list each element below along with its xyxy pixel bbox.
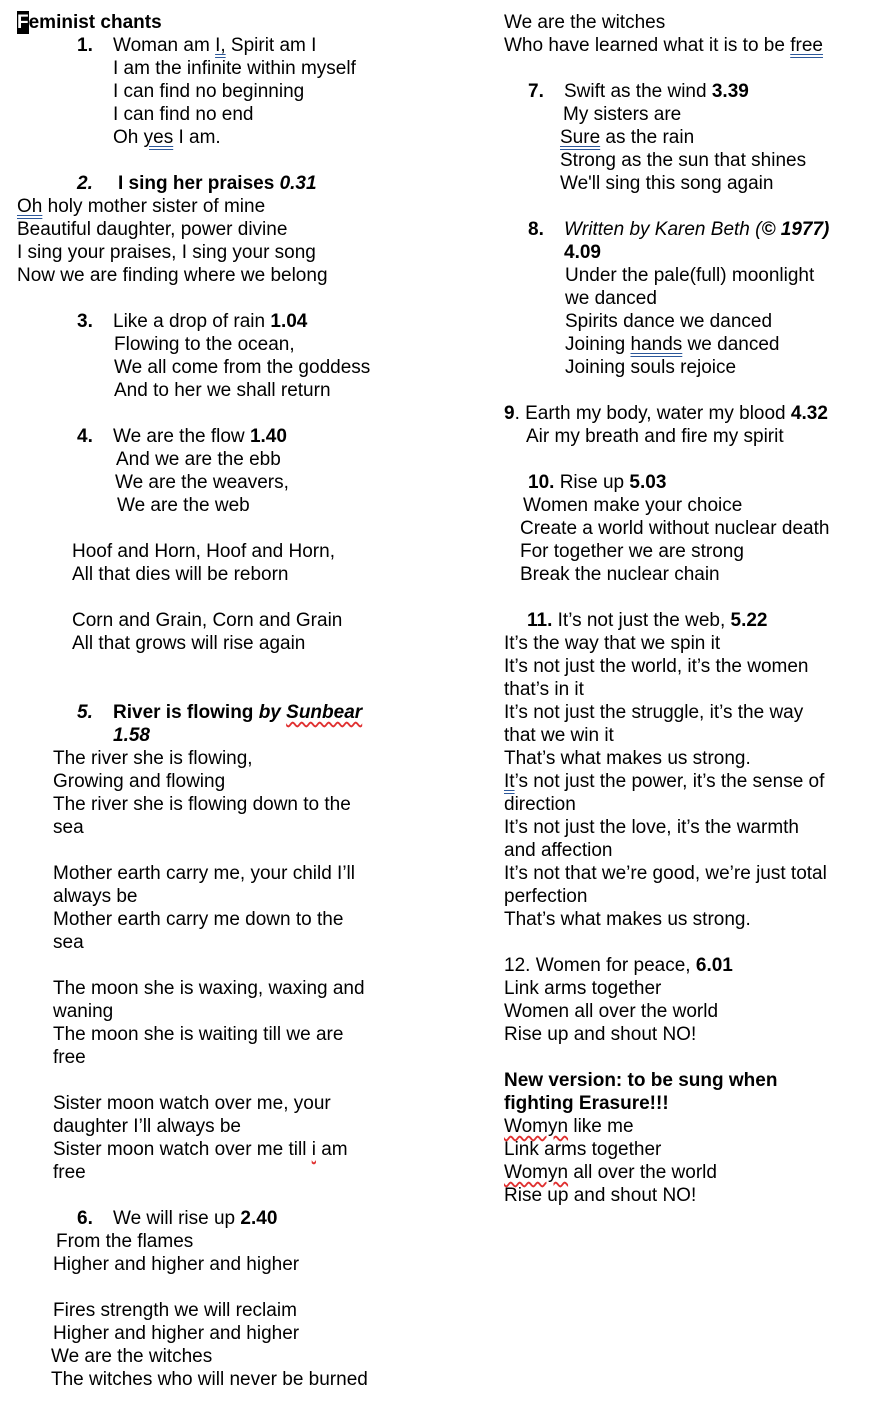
- chant-8-number: 8.: [528, 219, 544, 240]
- chant-4-line: All that grows will rise again: [72, 633, 306, 654]
- chant-8-line: Spirits dance we danced: [565, 311, 773, 332]
- chant-11-line: It’s not just the power, it’s the sense of: [504, 771, 825, 792]
- chant-11-line: That’s what makes us strong.: [504, 748, 751, 769]
- chant-4-line: We are the web: [117, 495, 250, 516]
- chant-5-line: Mother earth carry me, your child I’ll: [53, 863, 355, 884]
- chant-3-number: 3.: [77, 311, 93, 332]
- chant-1-line: I can find no end: [113, 104, 254, 125]
- chant-1-line: Oh yes I am.: [113, 127, 221, 148]
- chant-6-line: We are the witches: [51, 1346, 213, 1367]
- chant-3-line: Flowing to the ocean,: [114, 334, 295, 355]
- chant-7-line: My sisters are: [563, 104, 682, 125]
- chant-5-line: sea: [53, 817, 84, 838]
- chant-12-line: Women all over the world: [504, 1001, 719, 1022]
- chant-8-title: Written by Karen Beth (© 1977): [564, 219, 830, 240]
- chant-5-line: free: [53, 1162, 86, 1183]
- chant-11-line: It’s not just the struggle, it’s the way: [504, 702, 804, 723]
- new-version-line: Womyn all over the world: [504, 1162, 717, 1183]
- chant-2-line: Beautiful daughter, power divine: [17, 219, 288, 240]
- chant-5-number: 5.: [77, 702, 93, 723]
- chant-5-line: Sister moon watch over me till i am: [53, 1139, 348, 1160]
- chant-8-line: Joining souls rejoice: [565, 357, 737, 378]
- chant-6-line: We are the witches: [504, 12, 666, 33]
- chant-3-line: We all come from the goddess: [114, 357, 371, 378]
- new-version-heading: fighting Erasure!!!: [504, 1093, 669, 1114]
- chant-2-title: I sing her praises 0.31: [118, 173, 317, 194]
- chant-5-time: 1.58: [113, 725, 150, 746]
- chant-5-line: Sister moon watch over me, your: [53, 1093, 331, 1114]
- chant-1-line: Woman am I, Spirit am I: [113, 35, 317, 56]
- chant-11-line: That’s what makes us strong.: [504, 909, 751, 930]
- chant-8-line: we danced: [565, 288, 657, 309]
- chant-5-line: The moon she is waxing, waxing and: [53, 978, 365, 999]
- chant-1-line: I can find no beginning: [113, 81, 305, 102]
- chant-11-line: direction: [504, 794, 576, 815]
- chant-11-line: and affection: [504, 840, 613, 861]
- chant-5-line: always be: [53, 886, 138, 907]
- chant-10-line: Break the nuclear chain: [520, 564, 720, 585]
- chant-7-number: 7.: [528, 81, 544, 102]
- chant-11-title: 11. It’s not just the web, 5.22: [527, 610, 768, 631]
- chant-12-line: Link arms together: [504, 978, 662, 999]
- chant-11-line: perfection: [504, 886, 588, 907]
- chant-11-line: It’s not just the world, it’s the women: [504, 656, 809, 677]
- chant-4-line: We are the weavers,: [115, 472, 289, 493]
- chant-4-line: Corn and Grain, Corn and Grain: [72, 610, 343, 631]
- chant-9-title: 9. Earth my body, water my blood 4.32: [504, 403, 828, 424]
- text-cursor-highlight: F: [17, 12, 29, 33]
- chant-11-line: It’s not that we’re good, we’re just total: [504, 863, 827, 884]
- chant-6-number: 6.: [77, 1208, 93, 1229]
- chant-11-line: that we win it: [504, 725, 614, 746]
- new-version-heading: New version: to be sung when: [504, 1070, 778, 1091]
- chant-10-line: Create a world without nuclear death: [520, 518, 830, 539]
- chant-6-line: Who have learned what it is to be free: [504, 35, 823, 56]
- chant-4-number: 4.: [77, 426, 93, 447]
- chant-3-line: And to her we shall return: [114, 380, 331, 401]
- chant-11-line: that’s in it: [504, 679, 584, 700]
- chant-8-time: 4.09: [564, 242, 601, 263]
- chant-10-line: Women make your choice: [523, 495, 743, 516]
- chant-7-title: Swift as the wind 3.39: [564, 81, 749, 102]
- chant-5-line: Growing and flowing: [53, 771, 226, 792]
- chant-6-line: From the flames: [56, 1231, 194, 1252]
- chant-5-line: sea: [53, 932, 84, 953]
- chant-11-line: It’s the way that we spin it: [504, 633, 721, 654]
- document-title: Feminist chants: [17, 12, 162, 33]
- chant-6-line: Higher and higher and higher: [53, 1254, 300, 1275]
- chant-5-line: The river she is flowing,: [53, 748, 253, 769]
- chant-4-line: And we are the ebb: [116, 449, 281, 470]
- chant-6-line: Fires strength we will reclaim: [53, 1300, 297, 1321]
- chant-5-line: free: [53, 1047, 86, 1068]
- chant-3-title: Like a drop of rain 1.04: [113, 311, 308, 332]
- chant-12-line: Rise up and shout NO!: [504, 1024, 697, 1045]
- chant-11-line: It’s not just the love, it’s the warmth: [504, 817, 799, 838]
- chant-1-line: I am the infinite within myself: [113, 58, 356, 79]
- chant-5-line: The moon she is waiting till we are: [53, 1024, 344, 1045]
- chant-12-title: 12. Women for peace, 6.01: [504, 955, 733, 976]
- chant-2-line: Now we are finding where we belong: [17, 265, 328, 286]
- chant-8-line: Under the pale(full) moonlight: [565, 265, 815, 286]
- chant-5-line: daughter I’ll always be: [53, 1116, 241, 1137]
- new-version-line: Womyn like me: [504, 1116, 634, 1137]
- chant-5-line: The river she is flowing down to the: [53, 794, 351, 815]
- chant-7-line: We'll sing this song again: [560, 173, 774, 194]
- chant-7-line: Strong as the sun that shines: [560, 150, 807, 171]
- chant-2-line: I sing your praises, I sing your song: [17, 242, 316, 263]
- chant-10-line: For together we are strong: [520, 541, 744, 562]
- chant-4-title: We are the flow 1.40: [113, 426, 287, 447]
- chant-5-line: waning: [53, 1001, 114, 1022]
- chant-6-title: We will rise up 2.40: [113, 1208, 278, 1229]
- chant-5-line: Mother earth carry me down to the: [53, 909, 344, 930]
- chant-2-line: Oh holy mother sister of mine: [17, 196, 266, 217]
- chant-8-line: Joining hands we danced: [565, 334, 780, 355]
- chant-6-line: Higher and higher and higher: [53, 1323, 300, 1344]
- chant-2-number: 2.: [77, 173, 93, 194]
- chant-5-title: River is flowing by Sunbear: [113, 702, 363, 723]
- chant-1-number: 1.: [77, 35, 93, 56]
- chant-4-line: Hoof and Horn, Hoof and Horn,: [72, 541, 335, 562]
- new-version-line: Link arms together: [504, 1139, 662, 1160]
- chant-6-line: The witches who will never be burned: [51, 1369, 368, 1390]
- chant-4-line: All that dies will be reborn: [72, 564, 289, 585]
- new-version-line: Rise up and shout NO!: [504, 1185, 697, 1206]
- chant-7-line: Sure as the rain: [560, 127, 695, 148]
- chant-9-line: Air my breath and fire my spirit: [526, 426, 784, 447]
- chant-10-title: 10. Rise up 5.03: [528, 472, 667, 493]
